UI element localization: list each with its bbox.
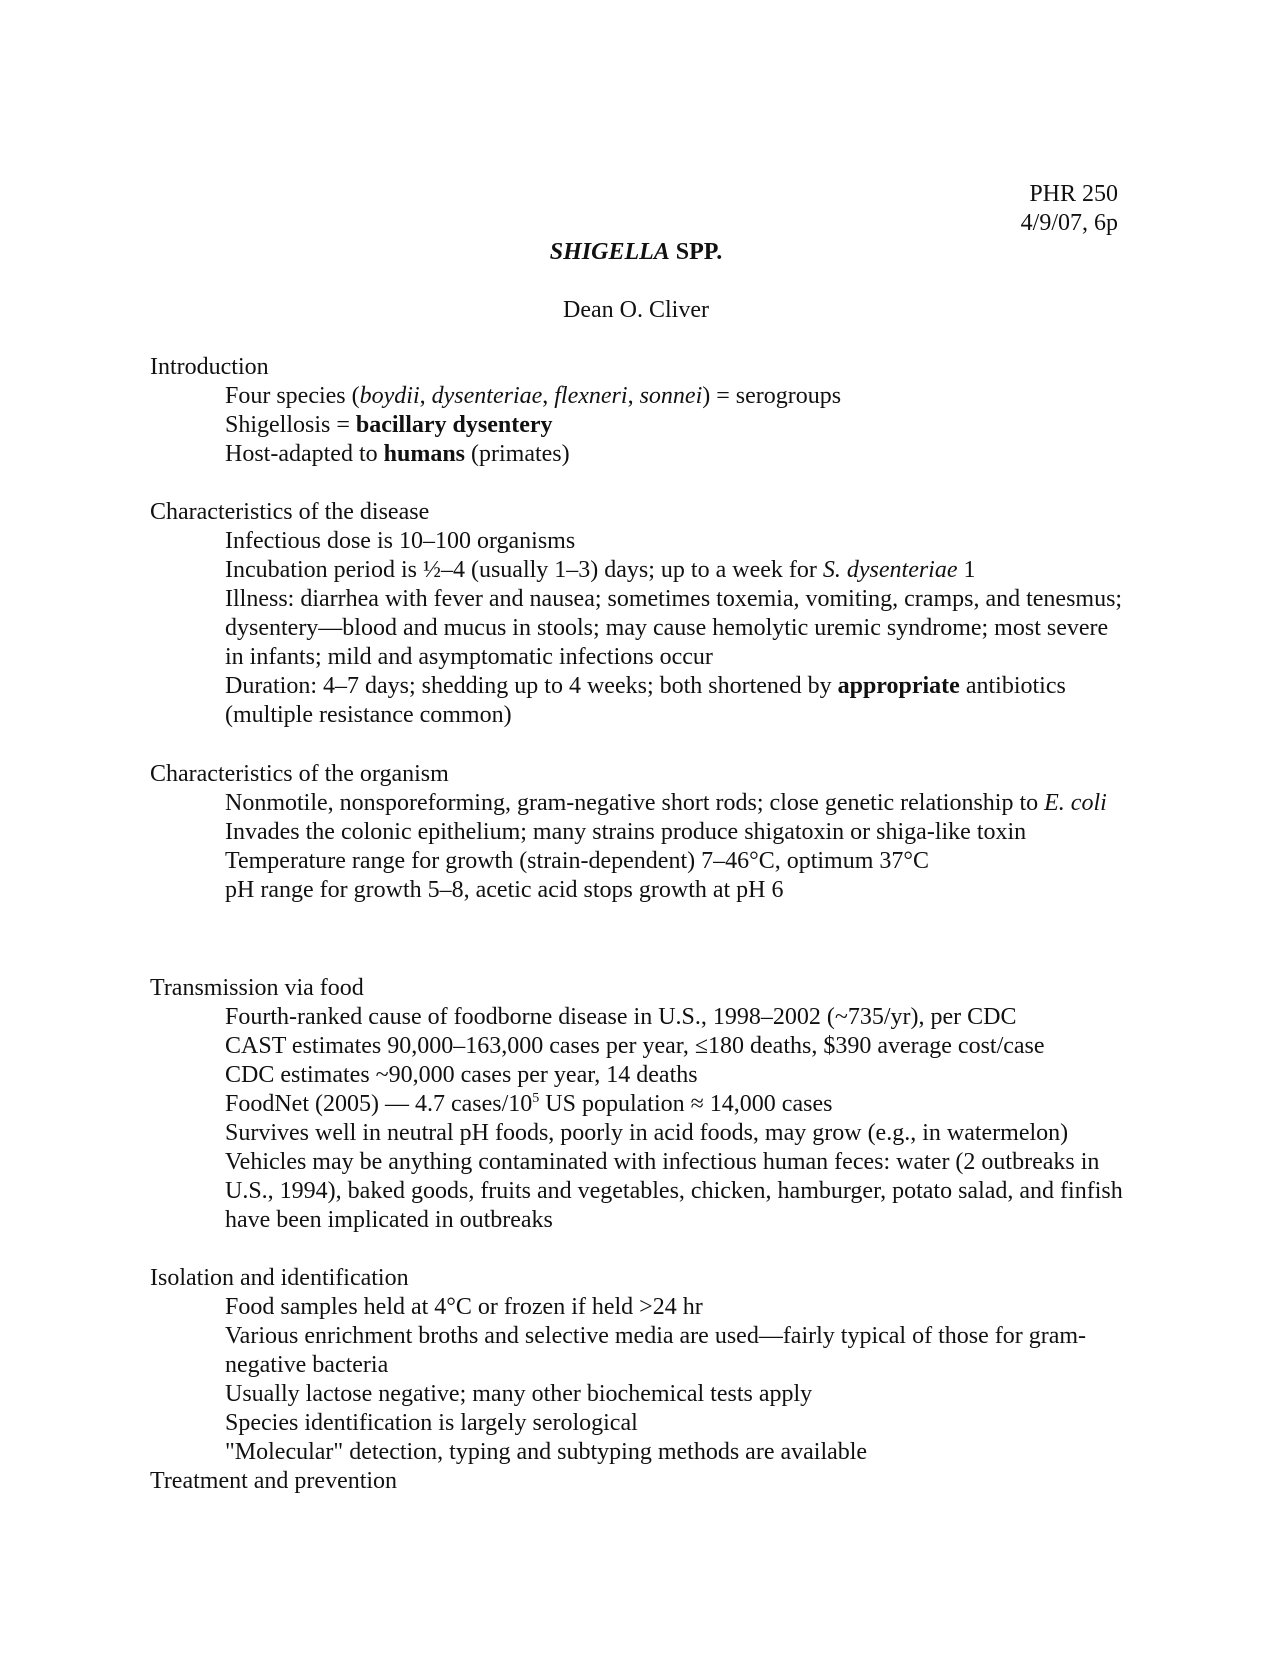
section-heading: Characteristics of the organism <box>150 761 449 787</box>
list-item: Illness: diarrhea with fever and nausea; sometimes toxemia, vomiting, cramps, and tenesmus; dysentery—blood and mucus in stools; may cause hemolytic uremic syndrome; most severe in infants; mild and asymptomatic infections occur <box>225 586 1123 670</box>
author-name: Dean O. Cliver <box>563 297 709 323</box>
section-isolation <box>150 1264 1130 1496</box>
list-item: Species identification is largely serological <box>225 1410 638 1436</box>
list-item: Vehicles may be anything contaminated with infectious human feces: water (2 outbreaks in U.S., 1994), baked goods, fruits and vegetables, chicken, hamburger, potato salad, and finfish have been implicated in outbreaks <box>225 1149 1123 1233</box>
list-item: CDC estimates ~90,000 cases per year, 14 deaths <box>225 1062 698 1088</box>
list-item: Four species (boydii, dysenteriae, flexneri, sonnei) = serogroups <box>225 383 842 409</box>
list-item: Fourth-ranked cause of foodborne disease in U.S., 1998–2002 (~735/yr), per CDC <box>225 1004 1017 1030</box>
list-item: pH range for growth 5–8, acetic acid stops growth at pH 6 <box>225 877 784 903</box>
list-item: Various enrichment broths and selective media are used—fairly typical of those for gram-negative bacteria <box>225 1323 1087 1378</box>
section-heading: Characteristics of the disease <box>150 499 430 525</box>
section-disease <box>150 498 1130 730</box>
list-item: Incubation period is ½–4 (usually 1–3) days; up to a week for S. dysenteriae 1 <box>225 557 976 583</box>
section-heading: Isolation and identification <box>150 1265 409 1291</box>
list-item: Shigellosis = bacillary dysentery <box>225 412 553 438</box>
list-item: "Molecular" detection, typing and subtyping methods are available <box>225 1439 868 1465</box>
list-item: Invades the colonic epithelium; many strains produce shigatoxin or shiga-like toxin <box>225 819 1027 845</box>
document-title <box>0 238 1272 267</box>
list-item: Temperature range for growth (strain-dependent) 7–46°C, optimum 37°C <box>225 848 929 874</box>
section-heading: Transmission via food <box>150 975 364 1001</box>
list-item: Food samples held at 4°C or frozen if held >24 hr <box>225 1294 703 1320</box>
list-item: Infectious dose is 10–100 organisms <box>225 528 576 554</box>
title-genus: SHIGELLA <box>549 239 670 265</box>
list-item: Usually lactose negative; many other biochemical tests apply <box>225 1381 813 1407</box>
list-item: Duration: 4–7 days; shedding up to 4 weeks; both shortened by appropriate antibiotics (multiple resistance common) <box>225 673 1066 728</box>
list-item: CAST estimates 90,000–163,000 cases per year, ≤180 deaths, $390 average cost/case <box>225 1033 1045 1059</box>
course-info <box>1021 180 1118 238</box>
section-heading-treatment: Treatment and prevention <box>150 1468 398 1494</box>
title-suffix: SPP. <box>669 239 723 265</box>
list-item: Nonmotile, nonsporeforming, gram-negative short rods; close genetic relationship to E. coli <box>225 790 1107 816</box>
section-transmission <box>150 974 1130 1235</box>
list-item: FoodNet (2005) — 4.7 cases/$10^5$ US population ≈ 14,000 cases <box>225 1091 833 1117</box>
section-heading: Introduction <box>150 354 269 380</box>
list-item: Survives well in neutral pH foods, poorly in acid foods, may grow (e.g., in watermelon) <box>225 1120 1069 1146</box>
section-introduction <box>150 353 1130 469</box>
course-code: PHR 250 <box>1029 181 1118 207</box>
section-organism <box>150 760 1130 905</box>
date-line: 4/9/07, 6p <box>1020 210 1118 236</box>
list-item: Host-adapted to humans (primates) <box>225 441 570 467</box>
